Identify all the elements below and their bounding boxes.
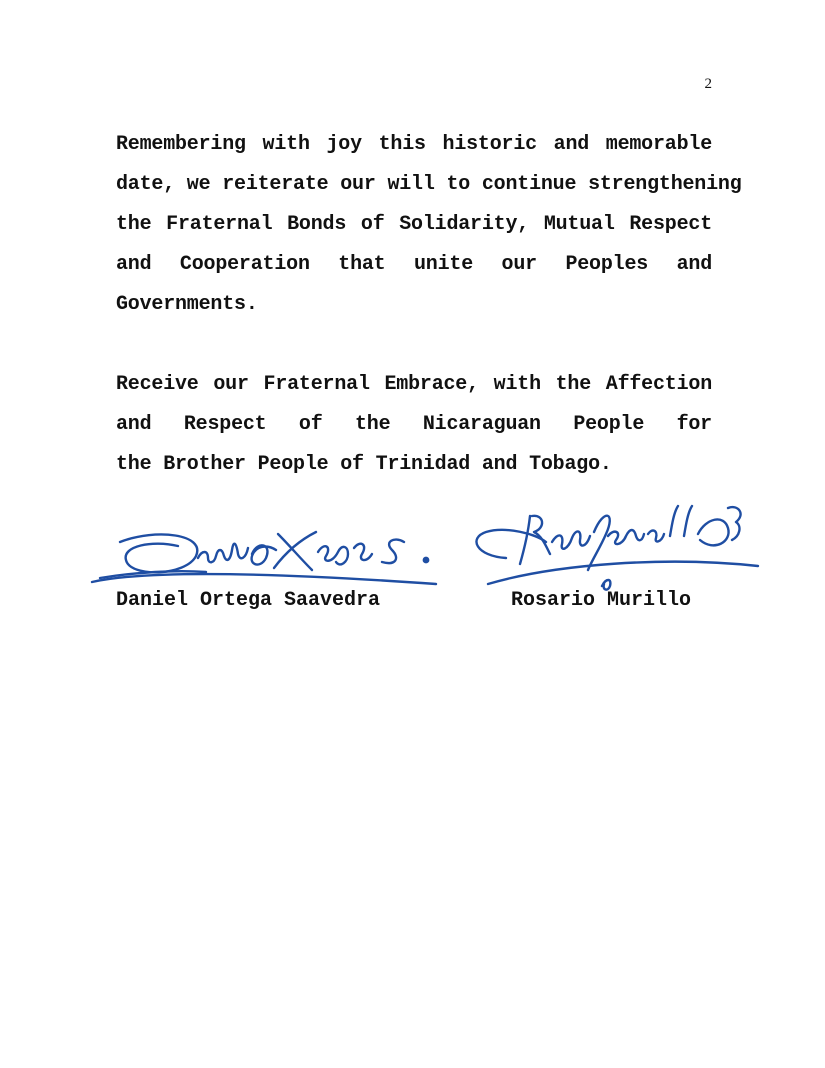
paragraph-line: the Brother People of Trinidad and Tobago. — [116, 453, 612, 476]
paragraph-embrace — [116, 365, 712, 485]
signature-murillo-image — [466, 494, 762, 604]
signature-ortega-image — [86, 512, 446, 594]
signer-name-ortega: Daniel Ortega Saavedra — [116, 589, 381, 612]
paragraph-line: the Fraternal Bonds of Solidarity, Mutual Respect — [116, 213, 712, 236]
paragraph-remembrance — [116, 125, 742, 325]
paragraph-line: and Cooperation that unite our Peoples and — [116, 253, 712, 276]
paragraph-line: Remembering with joy this historic and memorable — [116, 133, 712, 156]
paragraph-line: Governments. — [116, 293, 258, 316]
signer-name-murillo: Rosario Murillo — [511, 589, 692, 612]
paragraph-line: Receive our Fraternal Embrace, with the Affection — [116, 373, 712, 396]
paragraph-line: and Respect of the Nicaraguan People for — [116, 413, 712, 436]
page-number: 2 — [704, 76, 712, 92]
paragraph-line: date, we reiterate our will to continue strengthening — [116, 173, 742, 196]
